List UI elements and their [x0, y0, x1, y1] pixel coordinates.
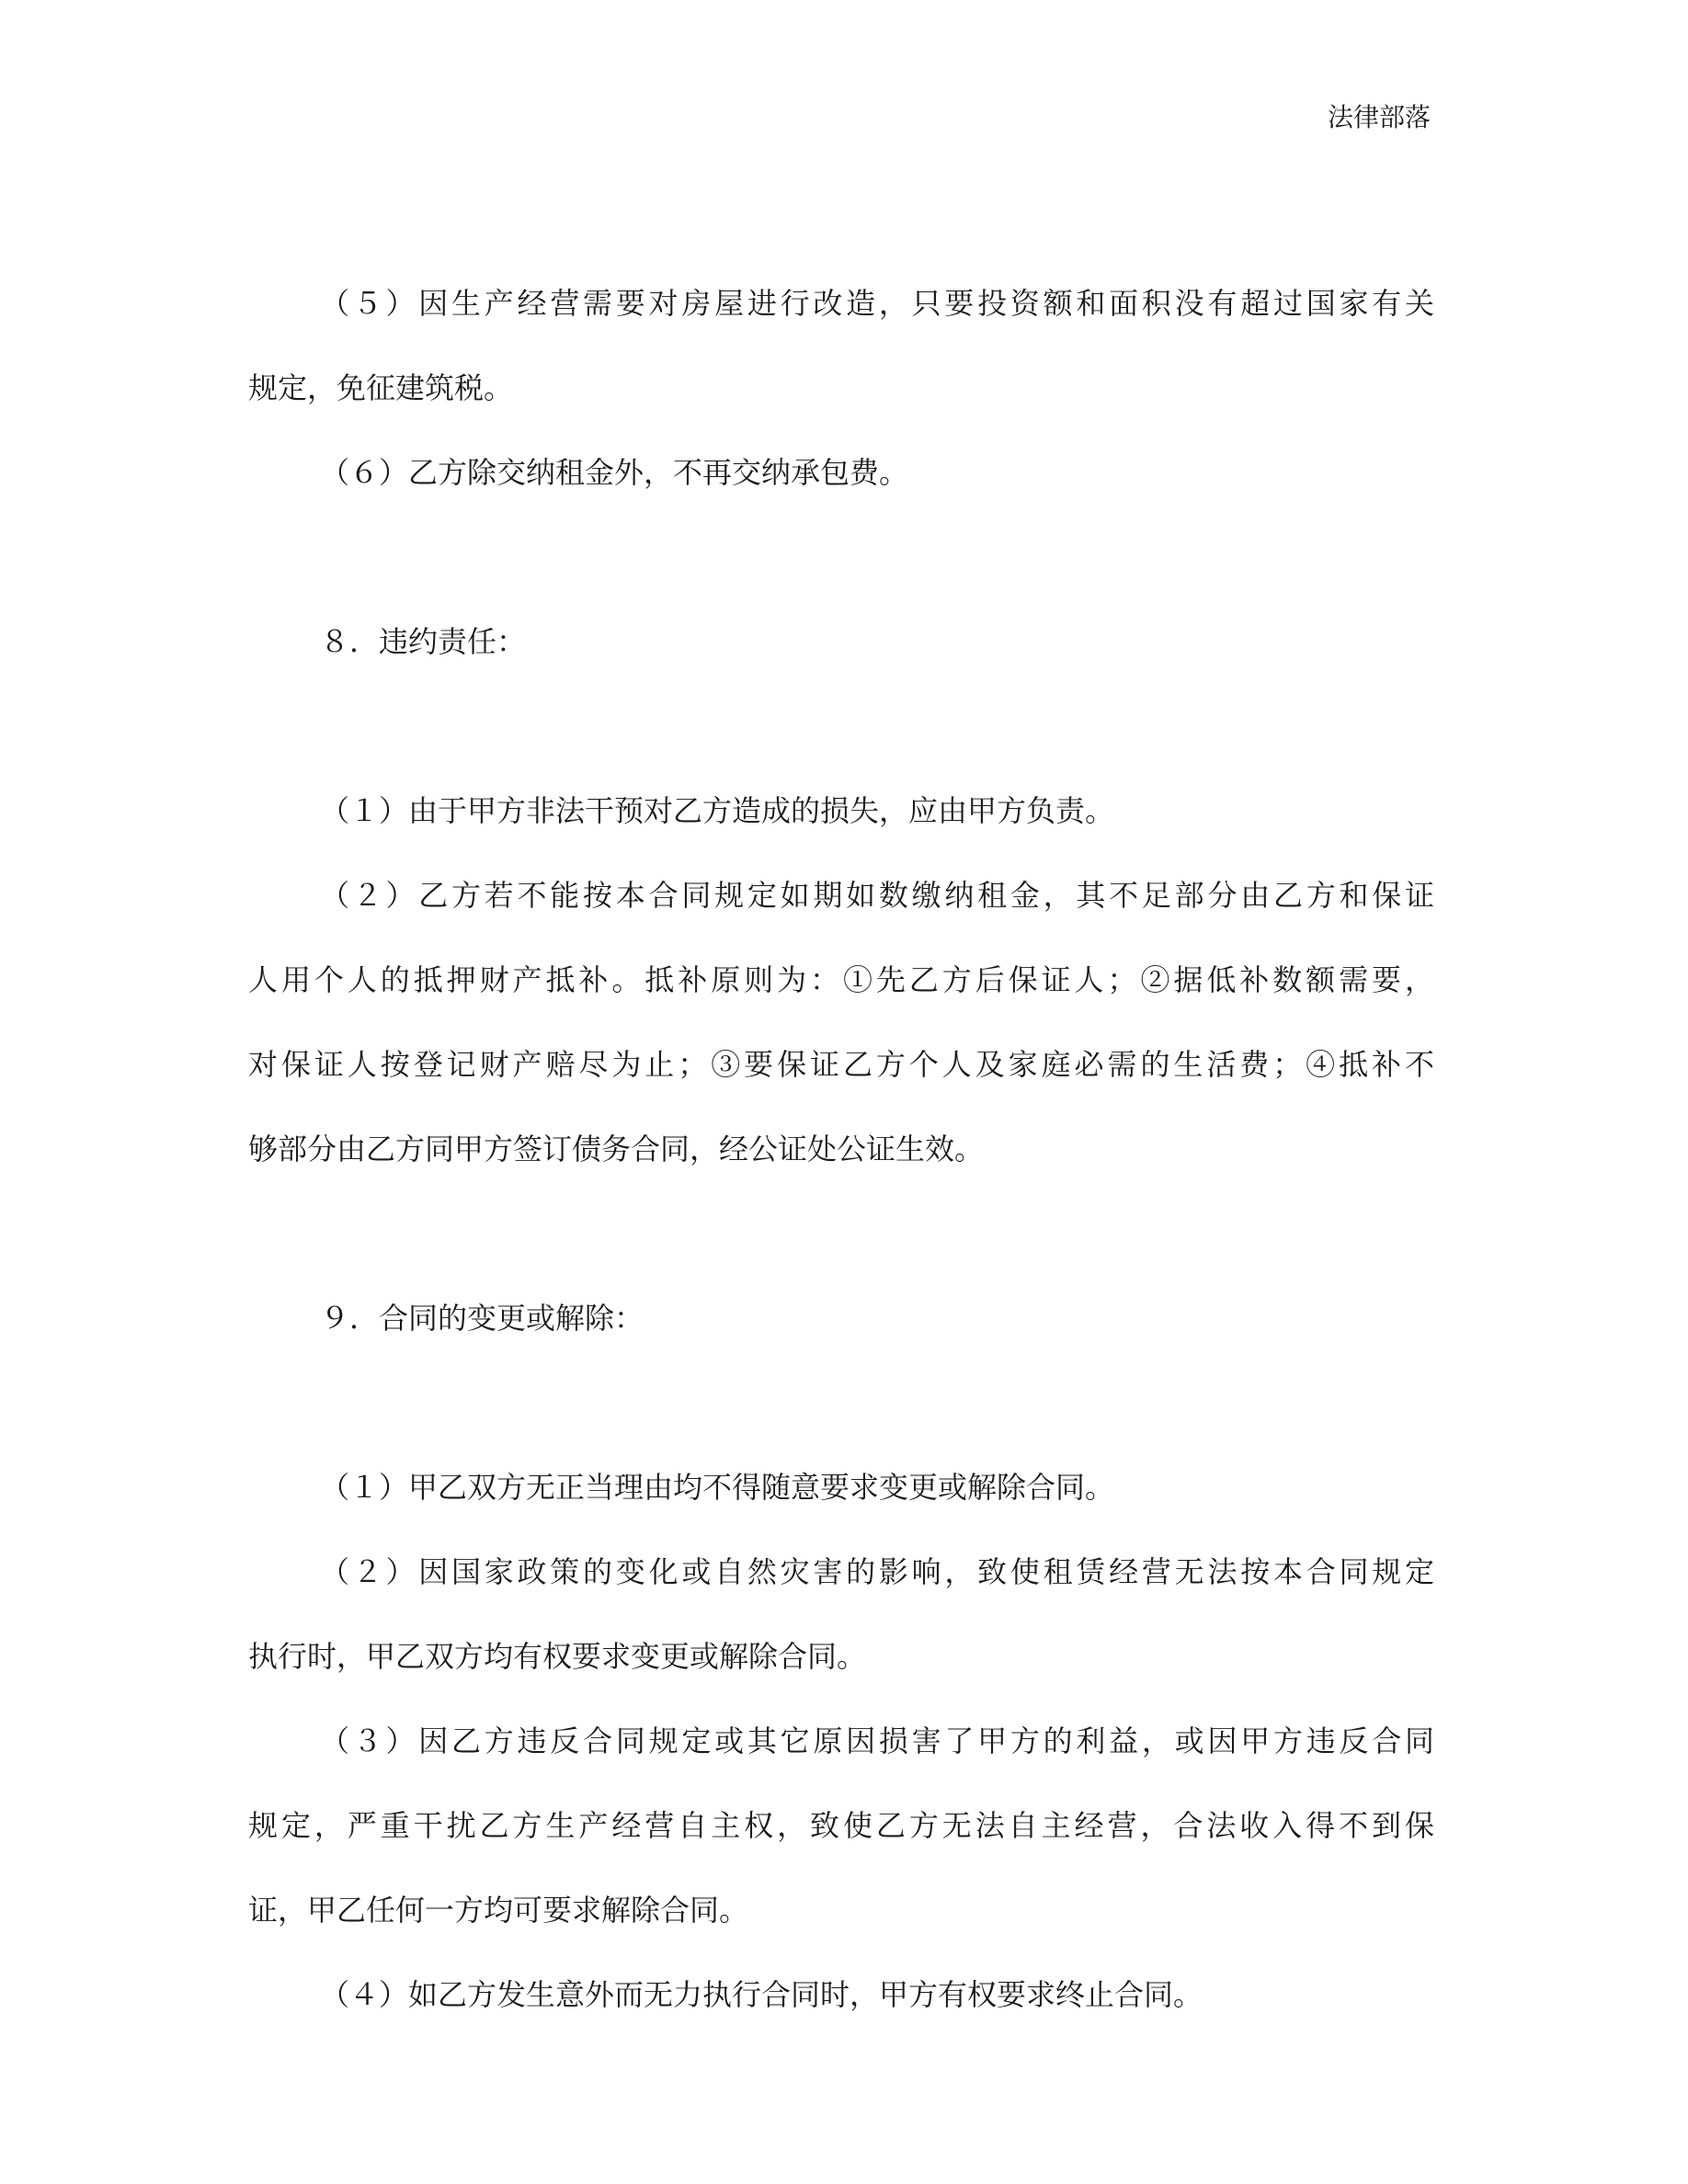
paragraph-line: 证，甲乙任何一方均可要求解除合同。 [248, 1893, 749, 1928]
paragraph-line: （１）甲乙双方无正当理由均不得随意要求变更或解除合同。 [320, 1470, 1115, 1505]
paragraph-line: （６）乙方除交纳租金外，不再交纳承包费。 [320, 455, 909, 490]
paragraph-line: （２）因国家政策的变化或自然灾害的影响，致使租赁经营无法按本合同规定 [320, 1554, 1434, 1589]
paragraph-line: （４）如乙方发生意外而无力执行合同时，甲方有权要求终止合同。 [320, 1977, 1203, 2012]
paragraph-line: 对保证人按登记财产赔尽为止；③要保证乙方个人及家庭必需的生活费；④抵补不 [248, 1047, 1434, 1082]
paragraph-line: （３）因乙方违反合同规定或其它原因损害了甲方的利益，或因甲方违反合同 [320, 1723, 1434, 1758]
page-header-site-name: 法律部落 [1327, 102, 1431, 132]
section-heading: ８．违约责任： [320, 624, 527, 659]
section-heading: ９．合同的变更或解除： [320, 1301, 644, 1336]
paragraph-line: 规定，免征建筑税。 [248, 370, 514, 405]
paragraph-line: （１）由于甲方非法干预对乙方造成的损失，应由甲方负责。 [320, 793, 1115, 828]
paragraph-line: （５）因生产经营需要对房屋进行改造，只要投资额和面积没有超过国家有关 [320, 286, 1434, 321]
paragraph-line: 执行时，甲乙双方均有权要求变更或解除合同。 [248, 1639, 867, 1674]
paragraph-line: 人用个人的抵押财产抵补。抵补原则为：①先乙方后保证人；②据低补数额需要， [248, 962, 1434, 997]
paragraph-line: （２）乙方若不能按本合同规定如期如数缴纳租金，其不足部分由乙方和保证 [320, 878, 1434, 913]
paragraph-line: 够部分由乙方同甲方签订债务合同，经公证处公证生效。 [248, 1132, 985, 1166]
paragraph-line: 规定，严重干扰乙方生产经营自主权，致使乙方无法自主经营，合法收入得不到保 [248, 1808, 1434, 1843]
